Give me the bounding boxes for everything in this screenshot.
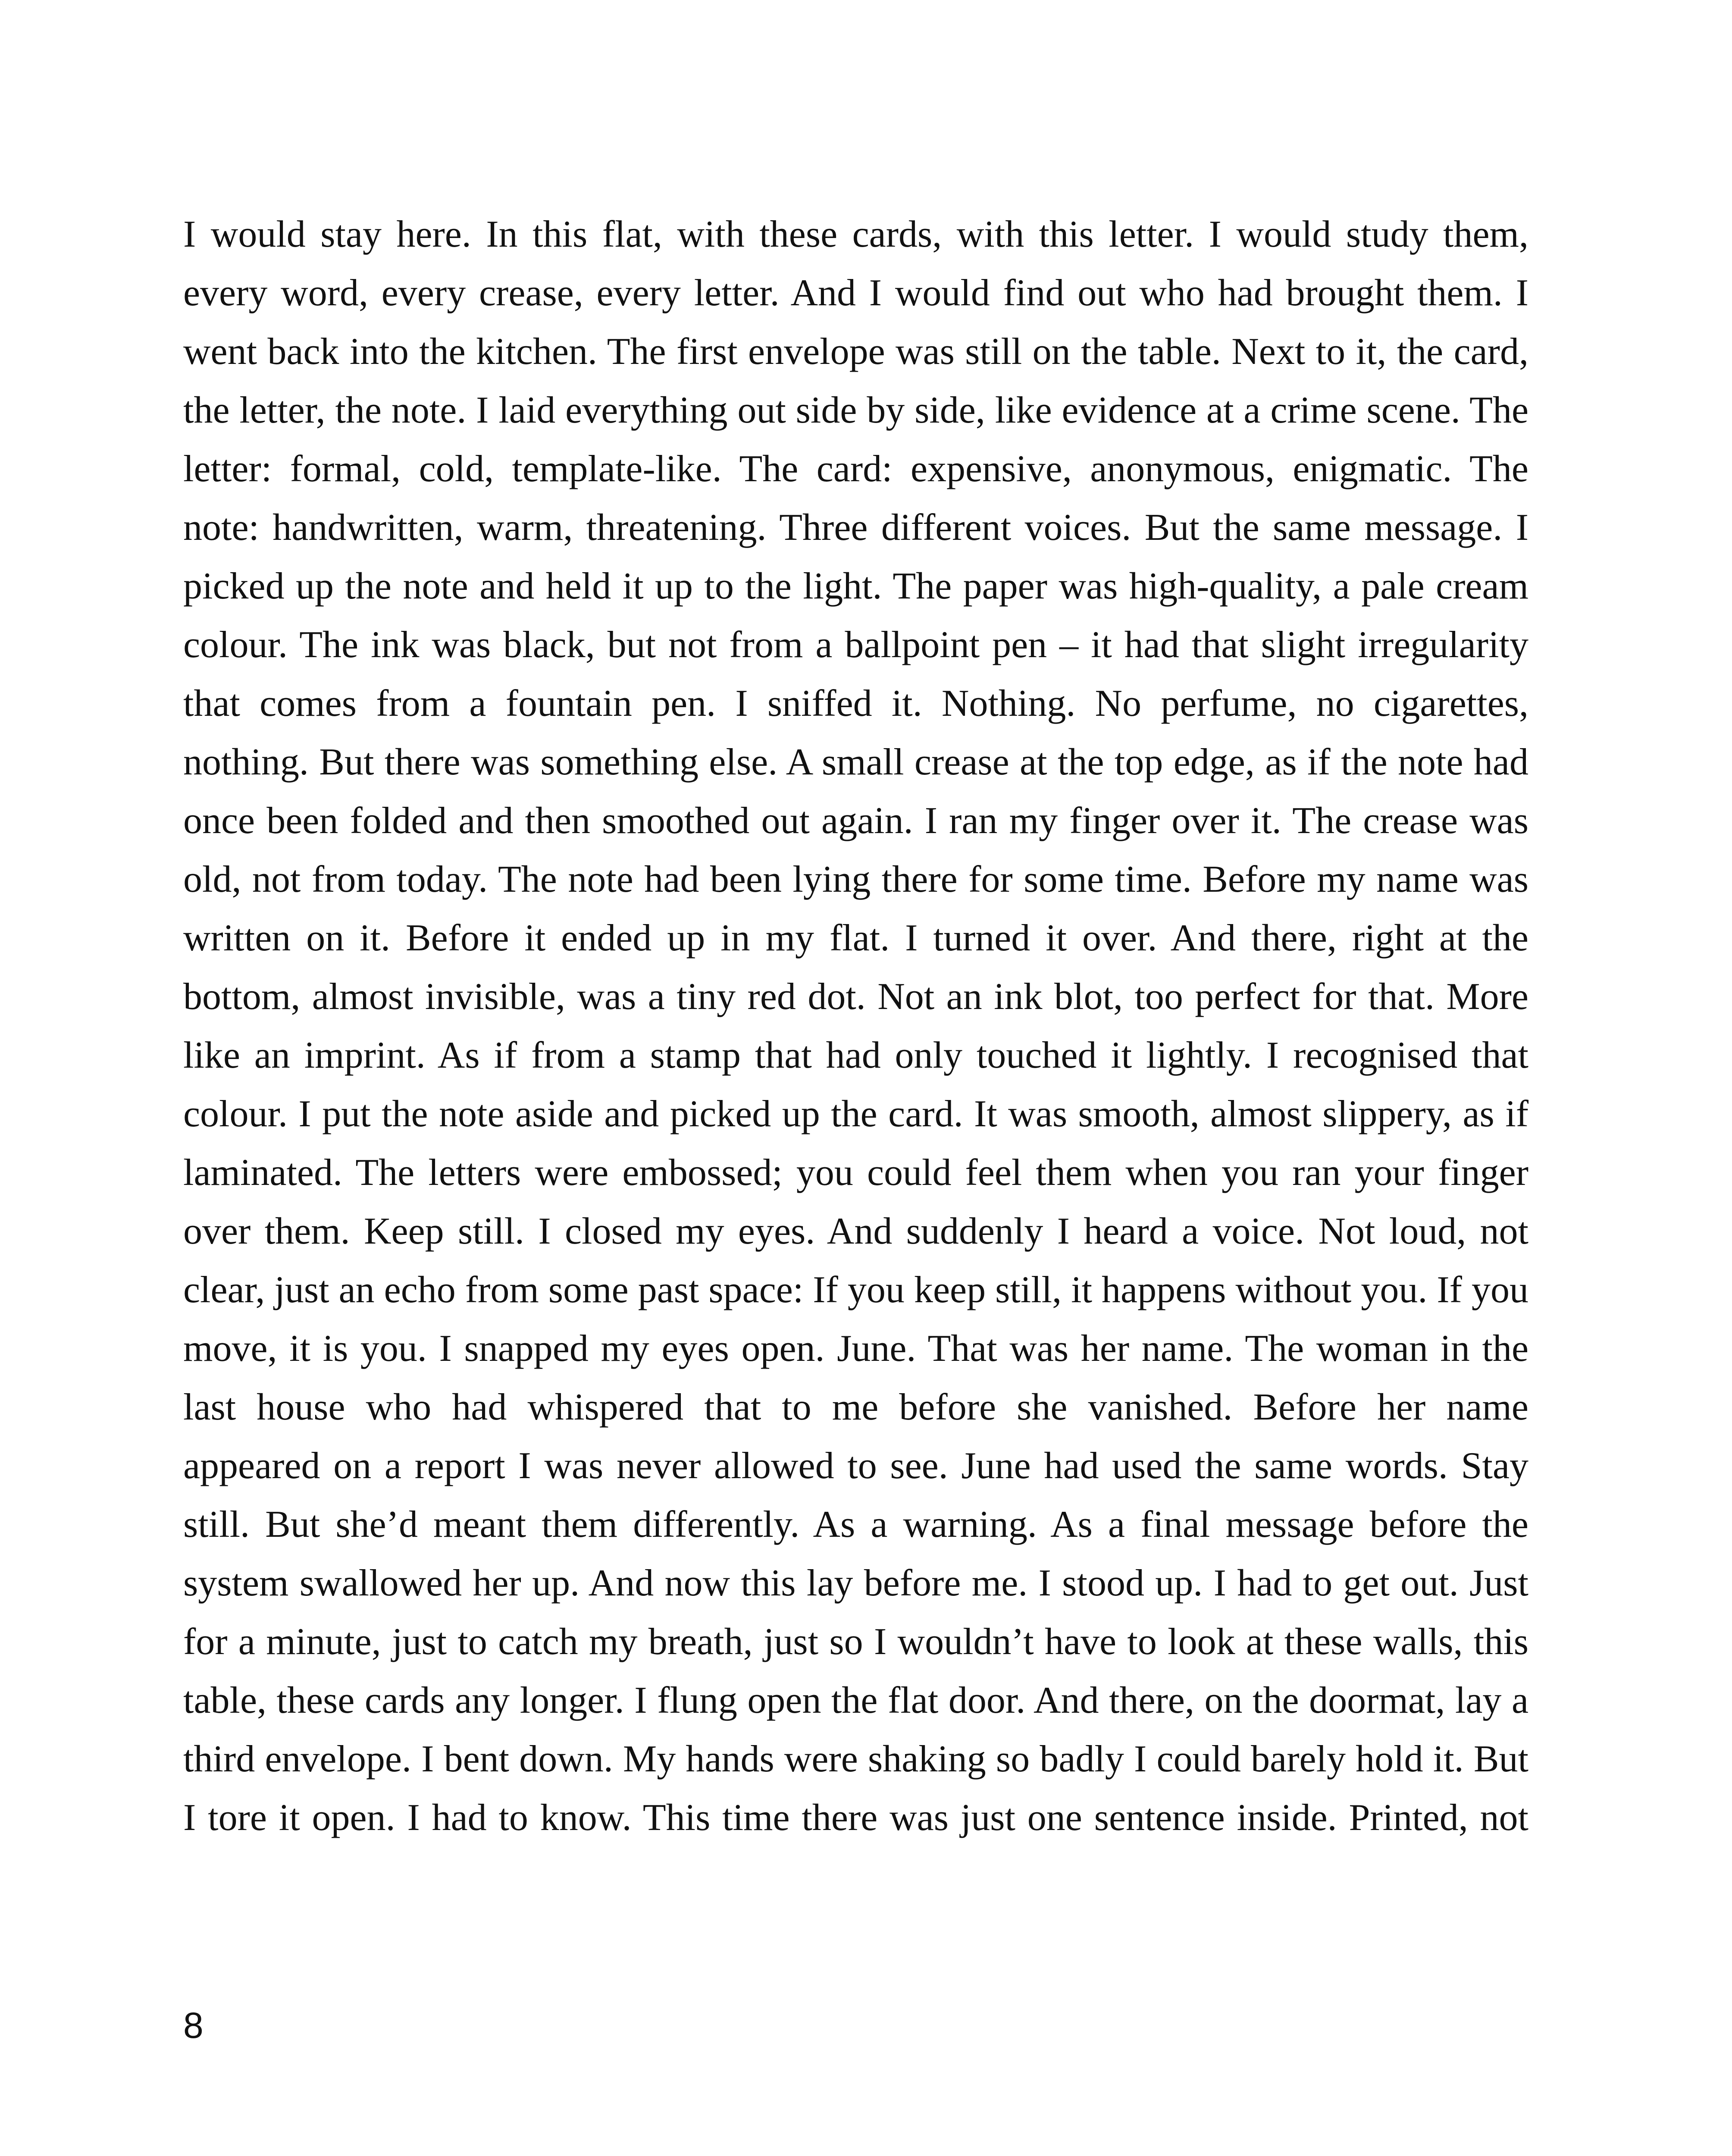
page-number: 8: [183, 2005, 204, 2046]
body-paragraph: I would stay here. In this flat, with these cards, with this letter. I would study them, every word, every crease, every letter. And I would find out who had brought them. I went back into the kitchen. The first envelope was still on the table. Next to it, the card, the letter, the note. I laid everything out side by side, like evidence at a crime scene. The letter: formal, cold, template-like. The card: expensive, anonymous, enigmatic. The note: handwritten, warm, threatening. Three different voices. But the same message. I picked up the note and held it up to the light. The paper was high-quality, a pale cream colour. The ink was black, but not from a ballpoint pen – it had that slight irregularity that comes from a fountain pen. I sniffed it. Nothing. No perfume, no cigarettes, nothing. But there was something else. A small crease at the top edge, as if the note had once been folded and then smoothed out again. I ran my finger over it. The crease was old, not from today. The note had been lying there for some time. Before my name was written on it. Before it ended up in my flat. I turned it over. And there, right at the bottom, almost invisible, was a tiny red dot. Not an ink blot, too perfect for that. More like an imprint. As if from a stamp that had only touched it lightly. I recognised that colour. I put the note aside and picked up the card. It was smooth, almost slippery, as if laminated. The letters were embossed; you could feel them when you ran your finger over them. Keep still. I closed my eyes. And suddenly I heard a voice. Not loud, not clear, just an echo from some past space: If you keep still, it happens without you. If you move, it is you. I snapped my eyes open. June. That was her name. The woman in the last house who had whispered that to me before she vanished. Before her name appeared on a report I was never allowed to see. June had used the same words. Stay still. But she’d meant them differently. As a warning. As a final message before the system swallowed her up. And now this lay before me. I stood up. I had to get out. Just for a minute, just to catch my breath, just so I wouldn’t have to look at these walls, this table, these cards any longer. I flung open the flat door. And there, on the doormat, lay a third envelope. I bent down. My hands were shaking so badly I could barely hold it. But I tore it open. I had to know. This time there was just one sentence inside. Printed, not: [183, 213, 1528, 1839]
